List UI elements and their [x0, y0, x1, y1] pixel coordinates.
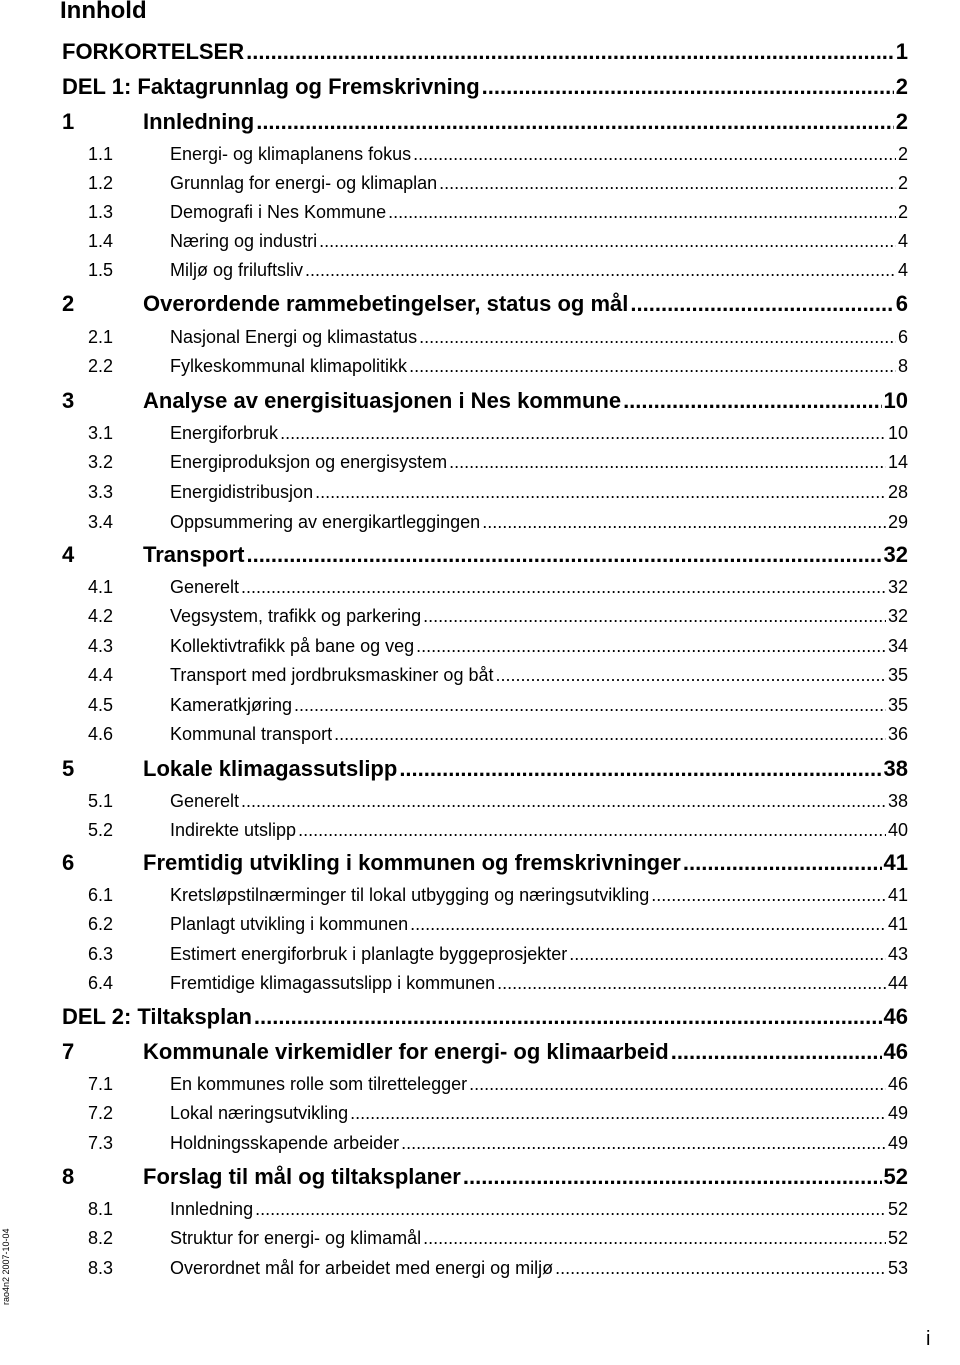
- toc-entry[interactable]: [0, 229, 960, 253]
- toc-entry-title: Energiforbruk: [170, 423, 279, 443]
- toc-dot-leader: [463, 1163, 882, 1191]
- toc-dot-leader: [651, 883, 886, 907]
- toc-entry-page: 4: [897, 260, 908, 280]
- toc-entry-page: 4: [897, 231, 908, 251]
- toc-dot-leader: [399, 755, 881, 783]
- toc-dot-leader: [497, 971, 886, 995]
- toc-dot-leader: [630, 290, 893, 318]
- toc-entry-title: Kameratkjøring: [170, 695, 293, 715]
- toc-entry-page: 36: [887, 724, 908, 744]
- toc-dot-leader: [495, 663, 885, 687]
- toc-entry[interactable]: [0, 693, 960, 717]
- toc-entry-page: 44: [887, 973, 908, 993]
- toc-entry-title: Energiproduksjon og energisystem: [170, 452, 448, 472]
- toc-entry-title: Kollektivtrafikk på bane og veg: [170, 636, 415, 656]
- toc-entry-number: 6.4: [88, 973, 114, 993]
- toc-entry-title: Planlagt utvikling i kommunen: [170, 914, 409, 934]
- toc-entry-title: Kretsløpstilnærminger til lokal utbygging og næringsutvikling: [170, 885, 650, 905]
- toc-entry-number: 2.1: [88, 327, 114, 347]
- toc-entry-page: 29: [887, 512, 908, 532]
- toc-entry[interactable]: [0, 200, 960, 224]
- toc-dot-leader: [413, 142, 896, 166]
- toc-entry-number: 4.6: [88, 724, 114, 744]
- toc-entry-number: 7.3: [88, 1133, 114, 1153]
- toc-dot-leader: [305, 258, 896, 282]
- toc-entry-number: 4.1: [88, 577, 114, 597]
- toc-entry-page: 43: [887, 944, 908, 964]
- toc-entry[interactable]: [0, 142, 960, 166]
- toc-entry[interactable]: [0, 971, 960, 995]
- toc-dot-leader: [423, 1226, 886, 1250]
- toc-entry[interactable]: [0, 510, 960, 534]
- toc-dot-leader: [555, 1256, 886, 1280]
- toc-entry-title: Næring og industri: [170, 231, 318, 251]
- toc-entry-page: 52: [887, 1199, 908, 1219]
- toc-entry[interactable]: [0, 818, 960, 842]
- toc-entry[interactable]: [0, 1256, 960, 1280]
- toc-dot-leader: [409, 354, 896, 378]
- toc-entry[interactable]: [0, 663, 960, 687]
- toc-entry-number: 8.2: [88, 1228, 114, 1248]
- toc-entry-title: FORKORTELSER: [62, 39, 245, 64]
- toc-entry-title: Struktur for energi- og klimamål: [170, 1228, 422, 1248]
- toc-entry[interactable]: [0, 883, 960, 907]
- toc-entry-page: 1: [895, 39, 908, 64]
- toc-entry[interactable]: [0, 849, 960, 877]
- toc-entry[interactable]: [0, 171, 960, 195]
- toc-dot-leader: [256, 108, 894, 136]
- toc-entry[interactable]: [0, 1101, 960, 1125]
- toc-entry-title: Energidistribusjon: [170, 482, 314, 502]
- toc-entry[interactable]: [0, 1072, 960, 1096]
- toc-entry-page: 46: [883, 1004, 908, 1029]
- toc-entry-page: 35: [887, 665, 908, 685]
- toc-entry-page: 52: [887, 1228, 908, 1248]
- toc-entry[interactable]: [0, 325, 960, 349]
- toc-entry-number: 7.1: [88, 1074, 114, 1094]
- toc-entry-page: 49: [887, 1133, 908, 1153]
- toc-entry-number: 1.1: [88, 144, 114, 164]
- toc-entry-number: 6: [62, 850, 75, 875]
- toc-entry-title: Innledning: [143, 109, 255, 134]
- toc-entry-number: 5: [62, 756, 75, 781]
- toc-dot-leader: [683, 849, 882, 877]
- toc-entry[interactable]: [0, 290, 960, 318]
- toc-entry-page: 32: [883, 542, 908, 567]
- toc-entry[interactable]: [0, 755, 960, 783]
- toc-entry-page: 32: [887, 577, 908, 597]
- toc-entry-number: 7: [62, 1039, 75, 1064]
- toc-entry-title: Fremtidige klimagassutslipp i kommunen: [170, 973, 496, 993]
- toc-dot-leader: [241, 789, 886, 813]
- toc-entry-title: Generelt: [170, 791, 240, 811]
- toc-entry[interactable]: [0, 108, 960, 136]
- toc-entry-number: 1.4: [88, 231, 114, 251]
- toc-entry-page: 2: [895, 109, 908, 134]
- toc-entry[interactable]: [0, 1226, 960, 1250]
- toc-entry-title: Lokal næringsutvikling: [170, 1103, 349, 1123]
- toc-dot-leader: [315, 480, 886, 504]
- toc-dot-leader: [255, 1197, 886, 1221]
- toc-entry-number: 3.4: [88, 512, 114, 532]
- toc-entry-title: Kommunale virkemidler for energi- og klimaarbeid: [143, 1039, 669, 1064]
- toc-entry[interactable]: [0, 450, 960, 474]
- toc-entry-page: 41: [883, 850, 908, 875]
- toc-entry-page: 35: [887, 695, 908, 715]
- toc-entry-number: 4.2: [88, 606, 114, 626]
- toc-entry-number: 3: [62, 388, 75, 413]
- toc-entry[interactable]: [0, 1038, 960, 1066]
- toc-entry[interactable]: [0, 387, 960, 415]
- toc-entry-page: 2: [895, 74, 908, 99]
- toc-entry[interactable]: [0, 1003, 960, 1031]
- page-number: i: [926, 1328, 931, 1350]
- toc-entry-page: 49: [887, 1103, 908, 1123]
- toc-entry-title: Energi- og klimaplanens fokus: [170, 144, 412, 164]
- toc-entry-title: Holdningsskapende arbeider: [170, 1133, 400, 1153]
- toc-entry-number: 8.3: [88, 1258, 114, 1278]
- toc-dot-leader: [623, 387, 881, 415]
- toc-dot-leader: [416, 634, 886, 658]
- toc-entry[interactable]: [0, 604, 960, 628]
- toc-entry-number: 2: [62, 291, 75, 316]
- toc-dot-leader: [401, 1131, 886, 1155]
- toc-entry-page: 32: [887, 606, 908, 626]
- toc-entry-title: DEL 2: Tiltaksplan: [62, 1004, 252, 1029]
- toc-entry-title: Fylkeskommunal klimapolitikk: [170, 356, 408, 376]
- toc-dot-leader: [482, 73, 894, 101]
- toc-entry-page: 10: [883, 388, 908, 413]
- toc-entry-number: 4.3: [88, 636, 114, 656]
- toc-entry[interactable]: [0, 942, 960, 966]
- toc-entry-title: Analyse av energisituasjonen i Nes kommune: [143, 388, 622, 413]
- toc-entry[interactable]: [0, 575, 960, 599]
- toc-entry-page: 2: [897, 144, 908, 164]
- toc-entry-page: 38: [883, 756, 908, 781]
- toc-entry-number: 2.2: [88, 356, 114, 376]
- toc-entry-title: Demografi i Nes Kommune: [170, 202, 387, 222]
- toc-dot-leader: [246, 541, 881, 569]
- toc-dot-leader: [388, 200, 896, 224]
- toc-dot-leader: [671, 1038, 882, 1066]
- toc-entry-number: 1.5: [88, 260, 114, 280]
- toc-entry-title: Overordende rammebetingelser, status og mål: [143, 291, 629, 316]
- toc-entry-title: Miljø og friluftsliv: [170, 260, 304, 280]
- toc-entry-title: Kommunal transport: [170, 724, 333, 744]
- toc-entry-number: 6.3: [88, 944, 114, 964]
- toc-entry-title: Forslag til mål og tiltaksplaner: [143, 1164, 461, 1189]
- toc-entry[interactable]: [0, 480, 960, 504]
- toc-entry-page: 53: [887, 1258, 908, 1278]
- toc-entry[interactable]: [0, 912, 960, 936]
- toc-entry-number: 5.1: [88, 791, 114, 811]
- toc-entry[interactable]: [0, 634, 960, 658]
- toc-entry-page: 40: [887, 820, 908, 840]
- toc-dot-leader: [449, 450, 886, 474]
- document-revision-stamp: rao4n2 2007-10-04: [1, 1228, 11, 1305]
- toc-dot-leader: [439, 171, 896, 195]
- toc-entry-title: DEL 1: Faktagrunnlag og Fremskrivning: [62, 74, 480, 99]
- toc-entry-number: 3.1: [88, 423, 114, 443]
- toc-entry-title: Indirekte utslipp: [170, 820, 297, 840]
- toc-entry-title: Grunnlag for energi- og klimaplan: [170, 173, 438, 193]
- toc-dot-leader: [298, 818, 886, 842]
- toc-entry-number: 3.3: [88, 482, 114, 502]
- toc-dot-leader: [482, 510, 886, 534]
- toc-entry[interactable]: [0, 789, 960, 813]
- toc-entry-page: 14: [887, 452, 908, 472]
- toc-entry[interactable]: [0, 354, 960, 378]
- toc-entry[interactable]: [0, 1163, 960, 1191]
- toc-entry-number: 6.1: [88, 885, 114, 905]
- toc-entry-title: Nasjonal Energi og klimastatus: [170, 327, 418, 347]
- toc-entry-number: 4.5: [88, 695, 114, 715]
- toc-entry-page: 41: [887, 914, 908, 934]
- toc-entry[interactable]: [0, 73, 960, 101]
- toc-entry-title: Transport med jordbruksmaskiner og båt: [170, 665, 494, 685]
- toc-entry-title: Estimert energiforbruk i planlagte byggeprosjekter: [170, 944, 568, 964]
- toc-entry[interactable]: [0, 1131, 960, 1155]
- toc-entry[interactable]: [0, 722, 960, 746]
- toc-entry-title: Overordnet mål for arbeidet med energi og miljø: [170, 1258, 554, 1278]
- toc-dot-leader: [423, 604, 886, 628]
- toc-entry-number: 8: [62, 1164, 75, 1189]
- toc-entry[interactable]: [0, 541, 960, 569]
- toc-entry-page: 6: [897, 327, 908, 347]
- toc-dot-leader: [469, 1072, 886, 1096]
- toc-entry-page: 2: [897, 202, 908, 222]
- toc-entry-title: Vegsystem, trafikk og parkering: [170, 606, 422, 626]
- toc-entry-title: Transport: [143, 542, 245, 567]
- toc-entry-title: Generelt: [170, 577, 240, 597]
- toc-dot-leader: [410, 912, 886, 936]
- toc-heading: Innhold: [60, 0, 147, 24]
- toc-entry[interactable]: [0, 38, 960, 66]
- toc-entry-page: 41: [887, 885, 908, 905]
- toc-entry-title: Lokale klimagassutslipp: [143, 756, 398, 781]
- toc-dot-leader: [419, 325, 896, 349]
- toc-entry-number: 4.4: [88, 665, 114, 685]
- toc-entry-page: 6: [895, 291, 908, 316]
- toc-entry[interactable]: [0, 1197, 960, 1221]
- toc-entry-page: 10: [887, 423, 908, 443]
- toc-dot-leader: [254, 1003, 882, 1031]
- toc-entry[interactable]: [0, 258, 960, 282]
- toc-entry-title: Oppsummering av energikartleggingen: [170, 512, 481, 532]
- toc-entry-number: 6.2: [88, 914, 114, 934]
- toc-entry-number: 8.1: [88, 1199, 114, 1219]
- toc-dot-leader: [334, 722, 886, 746]
- toc-entry-number: 1: [62, 109, 75, 134]
- toc-entry-page: 2: [897, 173, 908, 193]
- toc-dot-leader: [280, 421, 886, 445]
- toc-entry-number: 1.2: [88, 173, 114, 193]
- toc-entry-number: 4: [62, 542, 75, 567]
- toc-dot-leader: [319, 229, 896, 253]
- toc-dot-leader: [241, 575, 886, 599]
- toc-entry-page: 28: [887, 482, 908, 502]
- toc-entry-page: 38: [887, 791, 908, 811]
- toc-entry-page: 46: [883, 1039, 908, 1064]
- toc-dot-leader: [294, 693, 886, 717]
- toc-entry-title: Fremtidig utvikling i kommunen og fremskrivninger: [143, 850, 681, 875]
- toc-entry-title: En kommunes rolle som tilrettelegger: [170, 1074, 468, 1094]
- toc-dot-leader: [569, 942, 886, 966]
- toc-entry-number: 7.2: [88, 1103, 114, 1123]
- toc-entry-number: 5.2: [88, 820, 114, 840]
- toc-entry-page: 52: [883, 1164, 908, 1189]
- toc-entry-number: 3.2: [88, 452, 114, 472]
- toc-entry-page: 8: [897, 356, 908, 376]
- toc-entry-title: Innledning: [170, 1199, 254, 1219]
- toc-entry-page: 34: [887, 636, 908, 656]
- toc-entry[interactable]: [0, 421, 960, 445]
- toc-dot-leader: [350, 1101, 886, 1125]
- toc-entry-page: 46: [887, 1074, 908, 1094]
- toc-entry-number: 1.3: [88, 202, 114, 222]
- toc-dot-leader: [246, 38, 894, 66]
